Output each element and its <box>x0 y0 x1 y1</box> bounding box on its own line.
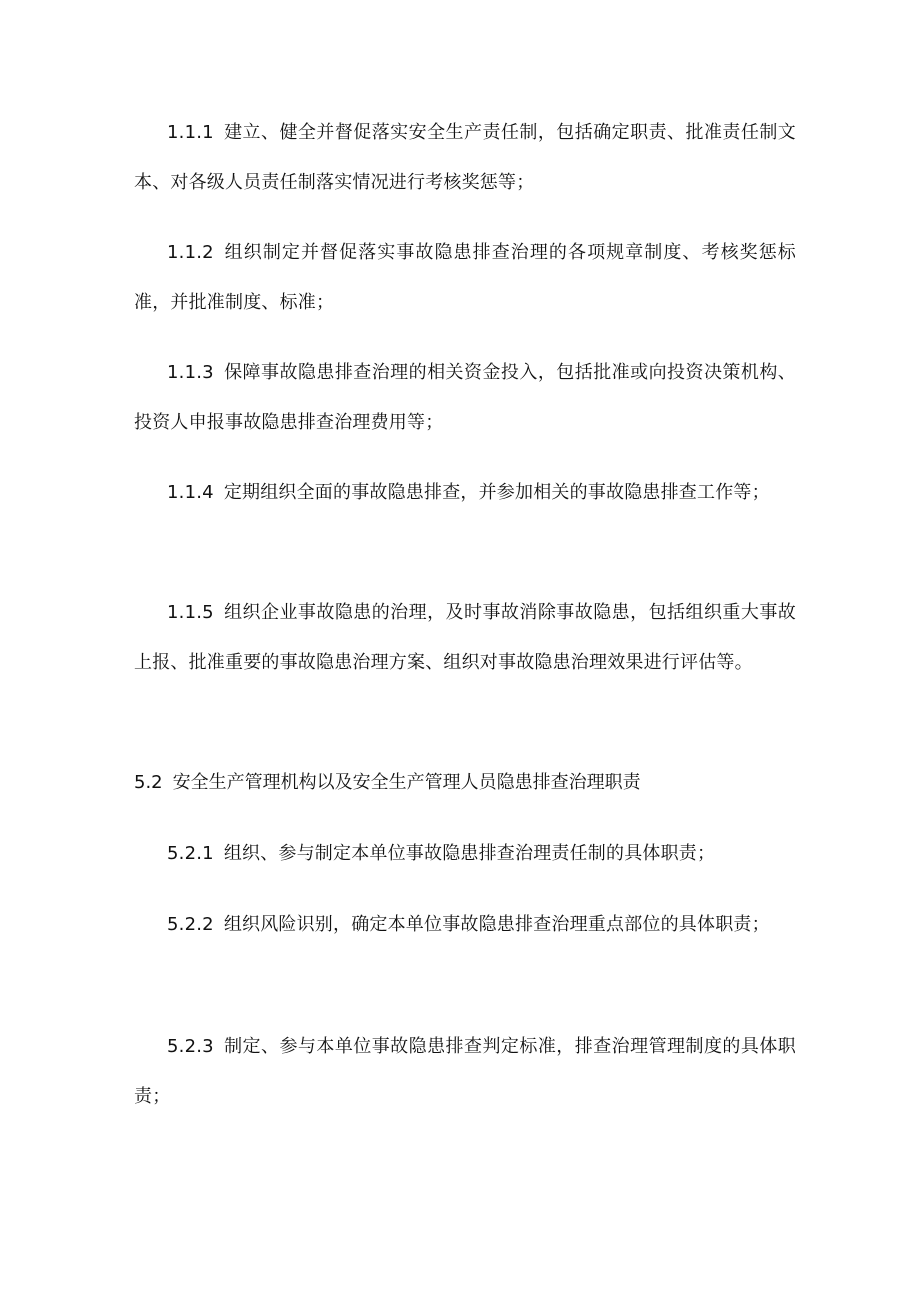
clause-number: 1.1.4 <box>167 482 214 503</box>
clause-text: 组织制定并督促落实事故隐患排查治理的各项规章制度、考核奖惩标准，并批准制度、标准； <box>134 242 796 313</box>
clause-number: 5.2.1 <box>167 843 214 864</box>
clause-1-1-5 <box>134 588 796 688</box>
clause-number: 5.2.2 <box>167 914 214 935</box>
clause-1-1-1 <box>134 108 796 208</box>
clause-number: 5.2.3 <box>167 1036 214 1057</box>
clause-5-2-3 <box>134 1022 796 1122</box>
section-number: 5.2 <box>134 772 163 793</box>
clause-number: 1.1.2 <box>167 242 214 263</box>
clause-text: 组织、参与制定本单位事故隐患排查治理责任制的具体职责； <box>223 843 716 864</box>
clause-5-2-1 <box>134 829 796 879</box>
clause-number: 1.1.3 <box>167 362 214 383</box>
clause-5-2-2 <box>134 900 796 950</box>
clause-text: 定期组织全面的事故隐患排查，并参加相关的事故隐患排查工作等； <box>223 482 770 503</box>
clause-number: 1.1.5 <box>167 602 214 623</box>
clause-text: 保障事故隐患排查治理的相关资金投入，包括批准或向投资决策机构、投资人申报事故隐患排查治理费用等； <box>134 362 796 433</box>
clause-1-1-4 <box>134 468 796 518</box>
clause-1-1-3 <box>134 348 796 448</box>
section-heading <box>134 758 796 808</box>
clause-text: 组织企业事故隐患的治理，及时事故消除事故隐患，包括组织重大事故上报、批准重要的事故隐患治理方案、组织对事故隐患治理效果进行评估等。 <box>134 602 796 673</box>
section-title: 安全生产管理机构以及安全生产管理人员隐患排查治理职责 <box>172 772 641 793</box>
clause-text: 制定、参与本单位事故隐患排查判定标准，排查治理管理制度的具体职责； <box>134 1036 796 1107</box>
clause-1-1-2 <box>134 228 796 328</box>
clause-text: 组织风险识别，确定本单位事故隐患排查治理重点部位的具体职责； <box>223 914 770 935</box>
clause-text: 建立、健全并督促落实安全生产责任制，包括确定职责、批准责任制文本、对各级人员责任制落实情况进行考核奖惩等； <box>134 122 796 193</box>
clause-number: 1.1.1 <box>167 122 214 143</box>
